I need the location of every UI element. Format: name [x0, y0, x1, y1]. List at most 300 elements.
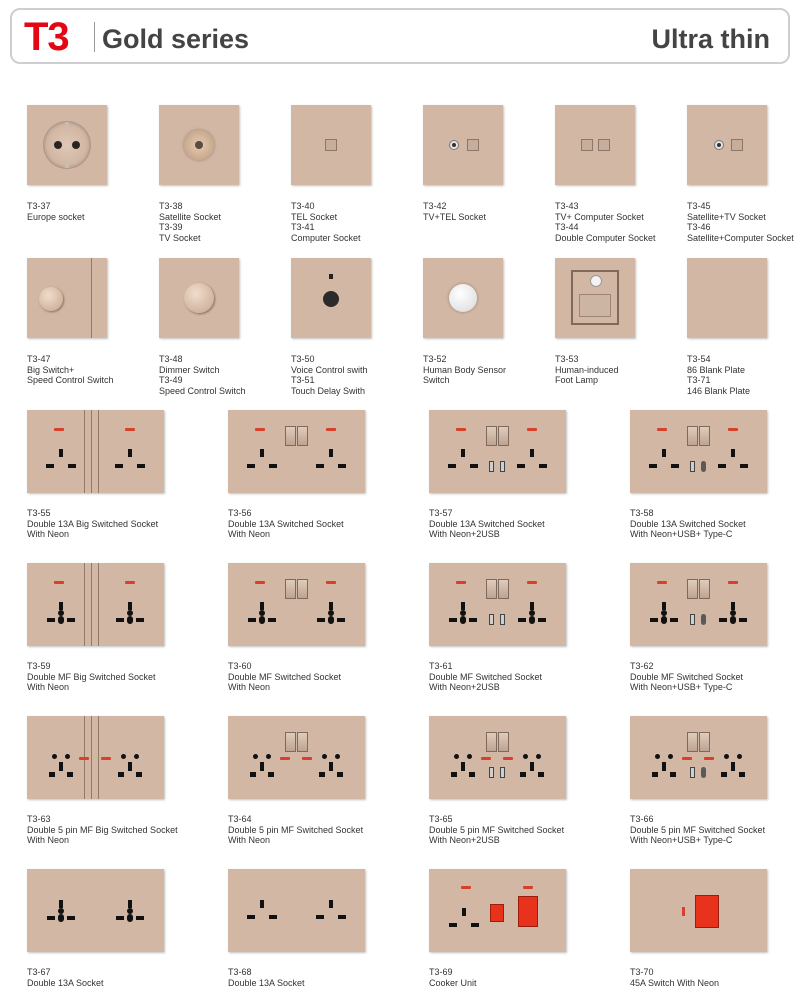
earth-slot	[59, 449, 63, 457]
product-description: Speed Control Switch	[159, 385, 246, 396]
product-description: Double 5 pin MF Switched Socket	[429, 824, 565, 835]
product-plate	[228, 563, 365, 646]
neon-indicator	[682, 907, 685, 916]
live-slot	[449, 923, 457, 927]
product-description: TEL Socket	[291, 211, 338, 222]
rotary-knob	[39, 287, 63, 311]
product-labels	[429, 814, 564, 846]
product-labels	[27, 508, 158, 540]
usb-port	[500, 461, 505, 472]
product-description: With Neon	[27, 682, 70, 692]
rocker-switch	[285, 579, 296, 599]
product-code: T3-66	[630, 814, 654, 824]
earth-contact	[65, 122, 69, 128]
divider-line	[84, 563, 85, 646]
earth-slot	[461, 762, 465, 771]
product-code: T3-63	[27, 814, 51, 824]
live-slot	[316, 915, 324, 919]
earth-slot	[260, 602, 264, 610]
product-description: Switch	[423, 375, 450, 385]
product-description: T3-46	[687, 222, 711, 232]
tv-port	[184, 130, 214, 160]
earth-slot	[662, 449, 666, 457]
coax-port	[714, 140, 724, 150]
product-code: T3-61	[429, 661, 453, 671]
neon-indicator	[682, 757, 692, 760]
product-description: Double 5 pin MF Switched Socket	[630, 824, 766, 835]
product-plate	[630, 410, 767, 493]
product-plate	[228, 716, 365, 799]
product-description: Big Switch+	[27, 364, 75, 375]
product-labels	[555, 201, 656, 243]
neutral-slot	[136, 772, 142, 777]
product-plate	[27, 869, 164, 952]
neutral-slot	[338, 915, 346, 919]
usb-port	[489, 461, 494, 472]
socket-hole	[322, 754, 327, 759]
catalog-header	[10, 8, 790, 64]
rocker-switch	[486, 426, 497, 446]
product-plate	[291, 105, 371, 185]
earth-slot	[662, 602, 666, 610]
socket-hole	[536, 754, 541, 759]
product-code: T3-43	[555, 201, 579, 211]
product-code: T3-59	[27, 661, 51, 671]
live-slot	[116, 618, 124, 622]
product-description: T3-44	[555, 222, 579, 232]
product-labels	[429, 661, 542, 693]
rocker-switch	[498, 579, 509, 599]
round-pin-hole	[529, 616, 535, 624]
data-port	[731, 139, 743, 151]
product-description: With Neon+USB+ Type-C	[630, 682, 733, 692]
product-description: Double 13A Big Switched Socket	[27, 518, 159, 529]
earth-slot	[329, 900, 333, 908]
product-labels	[429, 508, 545, 540]
product-labels	[27, 661, 156, 693]
neon-indicator	[326, 581, 336, 584]
socket-hole	[724, 754, 729, 759]
product-labels	[423, 201, 486, 222]
product-description: Double MF Switched Socket	[228, 671, 342, 682]
live-slot	[518, 618, 526, 622]
live-slot	[248, 618, 256, 622]
live-slot	[46, 464, 54, 468]
lamp-sensor	[590, 275, 602, 287]
live-slot	[718, 464, 726, 468]
product-plate	[27, 258, 107, 338]
product-plate	[423, 258, 503, 338]
product-description: With Neon	[27, 529, 70, 539]
earth-slot	[128, 449, 132, 457]
earth-slot	[662, 762, 666, 771]
product-labels	[555, 354, 619, 386]
round-pin-hole	[58, 616, 64, 624]
neutral-slot	[671, 464, 679, 468]
neon-indicator	[79, 757, 89, 760]
neutral-slot	[469, 772, 475, 777]
indicator-light	[329, 274, 333, 279]
rocker-switch	[699, 426, 710, 446]
rocker-switch	[486, 732, 497, 752]
neutral-slot	[471, 923, 479, 927]
socket-hole	[266, 754, 271, 759]
neon-indicator	[657, 581, 667, 584]
usb-port	[500, 614, 505, 625]
brand-logo: T3	[24, 15, 69, 59]
live-slot	[250, 772, 256, 777]
live-slot	[49, 772, 55, 777]
socket-hole	[65, 754, 70, 759]
product-description: Touch Delay Swith	[291, 385, 366, 396]
socket-hole	[52, 754, 57, 759]
product-description: Double 13A Switched Socket	[630, 518, 746, 529]
product-code: T3-57	[429, 508, 453, 518]
tagline: Ultra thin	[651, 24, 770, 54]
product-description: Dimmer Switch	[159, 364, 220, 375]
product-labels	[27, 354, 114, 386]
rocker-switch	[486, 579, 497, 599]
rocker-switch	[285, 426, 296, 446]
product-code: T3-48	[159, 354, 183, 364]
product-description: TV+TEL Socket	[423, 211, 486, 222]
product-code: T3-47	[27, 354, 51, 364]
product-description: Double 5 pin MF Switched Socket	[228, 824, 364, 835]
earth-slot	[530, 762, 534, 771]
earth-slot	[462, 908, 466, 916]
earth-slot	[731, 762, 735, 771]
neon-indicator	[456, 581, 466, 584]
product-labels	[159, 354, 246, 396]
rocker-switch	[498, 426, 509, 446]
large-rocker-switch	[695, 895, 719, 928]
divider-line	[91, 716, 92, 799]
live-slot	[116, 916, 124, 920]
product-plate	[429, 869, 566, 952]
product-code: T3-52	[423, 354, 447, 364]
product-code: T3-67	[27, 967, 51, 977]
rocker-switch	[699, 579, 710, 599]
earth-slot	[59, 602, 63, 610]
socket-hole	[335, 754, 340, 759]
live-slot	[47, 916, 55, 920]
product-labels	[687, 354, 750, 396]
neon-indicator	[657, 428, 667, 431]
rocker-switch	[699, 732, 710, 752]
product-plate	[429, 716, 566, 799]
live-slot	[517, 464, 525, 468]
rocker-switch	[285, 732, 296, 752]
product-description: 86 Blank Plate	[687, 364, 746, 375]
product-description: With Neon	[228, 529, 271, 539]
product-description: T3-41	[291, 222, 315, 232]
neon-indicator	[280, 757, 290, 760]
round-pin-hole	[328, 616, 334, 624]
rocker-switch	[687, 426, 698, 446]
product-description: Double MF Big Switched Socket	[27, 671, 156, 682]
product-code: T3-40	[291, 201, 315, 211]
socket-hole	[54, 141, 62, 149]
earth-slot	[329, 762, 333, 771]
product-plate	[423, 105, 503, 185]
neon-indicator	[461, 886, 471, 889]
neon-indicator	[54, 581, 64, 584]
usb-port	[500, 767, 505, 778]
product-labels	[630, 967, 719, 988]
product-code: T3-68	[228, 967, 252, 977]
coax-pin	[195, 141, 203, 149]
usb-c-port	[701, 614, 706, 625]
product-plate	[630, 563, 767, 646]
product-description: With Neon	[228, 682, 271, 692]
neutral-slot	[470, 464, 478, 468]
product-labels	[27, 814, 178, 846]
live-slot	[316, 464, 324, 468]
product-labels	[27, 967, 104, 988]
neon-indicator	[255, 581, 265, 584]
product-plate	[429, 410, 566, 493]
socket-hole	[668, 754, 673, 759]
coax-pin	[717, 143, 721, 147]
socket-hole	[523, 754, 528, 759]
product-description: 146 Blank Plate	[687, 385, 751, 396]
usb-port	[690, 461, 695, 472]
neon-indicator	[456, 428, 466, 431]
product-labels	[27, 201, 85, 222]
divider-line	[84, 410, 85, 493]
product-labels	[429, 967, 477, 988]
live-slot	[721, 772, 727, 777]
product-plate	[27, 716, 164, 799]
product-labels	[630, 661, 743, 693]
coax-pin	[452, 143, 456, 147]
product-description: Cooker Unit	[429, 977, 477, 988]
product-description: Double MF Switched Socket	[630, 671, 744, 682]
product-code: T3-45	[687, 201, 711, 211]
earth-slot	[128, 900, 132, 908]
product-code: T3-53	[555, 354, 579, 364]
product-plate	[159, 258, 239, 338]
neutral-slot	[539, 464, 547, 468]
product-plate	[429, 563, 566, 646]
live-slot	[115, 464, 123, 468]
product-code: T3-37	[27, 201, 51, 211]
neutral-slot	[67, 772, 73, 777]
live-slot	[247, 464, 255, 468]
neutral-slot	[67, 916, 75, 920]
product-code: T3-50	[291, 354, 315, 364]
product-plate	[291, 258, 371, 338]
data-port	[467, 139, 479, 151]
neon-indicator	[704, 757, 714, 760]
product-code: T3-38	[159, 201, 183, 211]
neutral-slot	[136, 916, 144, 920]
product-labels	[630, 814, 765, 846]
product-labels	[423, 354, 506, 386]
live-slot	[247, 915, 255, 919]
product-description: With Neon	[228, 835, 271, 845]
neon-indicator	[503, 757, 513, 760]
earth-slot	[128, 762, 132, 771]
divider-line	[91, 563, 92, 646]
product-plate	[630, 869, 767, 952]
product-description: Human Body Sensor	[423, 364, 507, 375]
divider-line	[91, 410, 92, 493]
neutral-slot	[538, 618, 546, 622]
product-code: T3-62	[630, 661, 654, 671]
neon-indicator	[523, 886, 533, 889]
product-description: Voice Control swith	[291, 364, 368, 375]
motion-sensor	[449, 284, 477, 312]
product-description: With Neon+USB+ Type-C	[630, 529, 733, 539]
product-labels	[630, 508, 746, 540]
live-slot	[650, 618, 658, 622]
usb-port	[489, 614, 494, 625]
product-description: With Neon+2USB	[429, 529, 500, 539]
neon-indicator	[728, 428, 738, 431]
product-description: Double MF Switched Socket	[429, 671, 543, 682]
live-slot	[47, 618, 55, 622]
product-description: Satellite Socket	[159, 211, 222, 222]
socket-hole	[655, 754, 660, 759]
product-labels	[687, 201, 794, 243]
coax-port	[449, 140, 459, 150]
product-labels	[228, 508, 344, 540]
product-description: Double 13A Socket	[228, 977, 305, 988]
neutral-slot	[337, 772, 343, 777]
rocker-switch	[687, 732, 698, 752]
earth-slot	[731, 602, 735, 610]
product-plate	[159, 105, 239, 185]
earth-slot	[329, 602, 333, 610]
neon-indicator	[527, 428, 537, 431]
socket-hole	[72, 141, 80, 149]
lamp-light	[579, 294, 611, 317]
divider-line	[98, 410, 99, 493]
neutral-slot	[269, 464, 277, 468]
product-labels	[291, 201, 361, 243]
neon-indicator	[527, 581, 537, 584]
rotary-knob	[184, 283, 214, 313]
socket-hole	[121, 754, 126, 759]
earth-slot	[128, 602, 132, 610]
neon-indicator	[326, 428, 336, 431]
product-description: Satellite+Computer Socket	[687, 232, 794, 243]
live-slot	[520, 772, 526, 777]
rocker-switch	[297, 579, 308, 599]
product-plate	[555, 105, 635, 185]
usb-port	[690, 614, 695, 625]
neutral-slot	[338, 464, 346, 468]
product-plate	[687, 105, 767, 185]
neutral-slot	[469, 618, 477, 622]
neutral-slot	[670, 618, 678, 622]
product-description: Double 13A Switched Socket	[429, 518, 545, 529]
neon-indicator	[255, 428, 265, 431]
schuko-recess	[43, 121, 91, 169]
product-plate	[27, 410, 164, 493]
product-plate	[228, 869, 365, 952]
socket-hole	[134, 754, 139, 759]
product-description: Double 5 pin MF Big Switched Socket	[27, 824, 178, 835]
earth-slot	[260, 449, 264, 457]
touch-sensor	[323, 291, 339, 307]
product-plate	[228, 410, 365, 493]
divider-line	[98, 716, 99, 799]
divider-line	[98, 563, 99, 646]
product-code: T3-56	[228, 508, 252, 518]
product-plate	[27, 563, 164, 646]
product-description: Double 13A Switched Socket	[228, 518, 344, 529]
round-pin-hole	[661, 616, 667, 624]
product-description: 45A Switch With Neon	[630, 977, 720, 988]
product-description: Double 13A Socket	[27, 977, 104, 988]
neutral-slot	[136, 618, 144, 622]
product-description: Satellite+TV Socket	[687, 211, 766, 222]
earth-slot	[530, 602, 534, 610]
neutral-slot	[337, 618, 345, 622]
product-code: T3-69	[429, 967, 453, 977]
neutral-slot	[68, 464, 76, 468]
neutral-slot	[739, 772, 745, 777]
socket-hole	[253, 754, 258, 759]
live-slot	[449, 618, 457, 622]
neutral-slot	[740, 464, 748, 468]
neon-indicator	[302, 757, 312, 760]
neutral-slot	[670, 772, 676, 777]
neon-indicator	[481, 757, 491, 760]
product-description: T3-49	[159, 375, 183, 385]
lamp-frame	[571, 270, 619, 325]
socket-hole	[454, 754, 459, 759]
earth-slot	[260, 900, 264, 908]
product-description: Human-induced	[555, 364, 619, 375]
live-slot	[319, 772, 325, 777]
earth-slot	[59, 900, 63, 908]
product-description: T3-51	[291, 375, 315, 385]
product-description: TV Socket	[159, 232, 201, 243]
product-code: T3-70	[630, 967, 654, 977]
neutral-slot	[268, 772, 274, 777]
rocker-switch	[297, 732, 308, 752]
product-labels	[291, 354, 368, 396]
neon-indicator	[54, 428, 64, 431]
live-slot	[649, 464, 657, 468]
product-plate	[555, 258, 635, 338]
large-rocker-switch	[518, 896, 538, 927]
product-description: T3-39	[159, 222, 183, 232]
product-labels	[159, 201, 221, 243]
product-labels	[228, 661, 341, 693]
live-slot	[317, 618, 325, 622]
socket-hole	[737, 754, 742, 759]
neutral-slot	[67, 618, 75, 622]
rocker-switch	[498, 732, 509, 752]
earth-slot	[59, 762, 63, 771]
usb-port	[690, 767, 695, 778]
product-description: Speed Control Switch	[27, 375, 114, 385]
product-code: T3-54	[687, 354, 711, 364]
neutral-slot	[739, 618, 747, 622]
usb-c-port	[701, 767, 706, 778]
product-description: With Neon+USB+ Type-C	[630, 835, 733, 845]
data-port	[598, 139, 610, 151]
product-description: With Neon+2USB	[429, 682, 500, 692]
socket-hole	[467, 754, 472, 759]
neutral-slot	[269, 915, 277, 919]
product-description: With Neon	[27, 835, 70, 845]
product-plate	[687, 258, 767, 338]
